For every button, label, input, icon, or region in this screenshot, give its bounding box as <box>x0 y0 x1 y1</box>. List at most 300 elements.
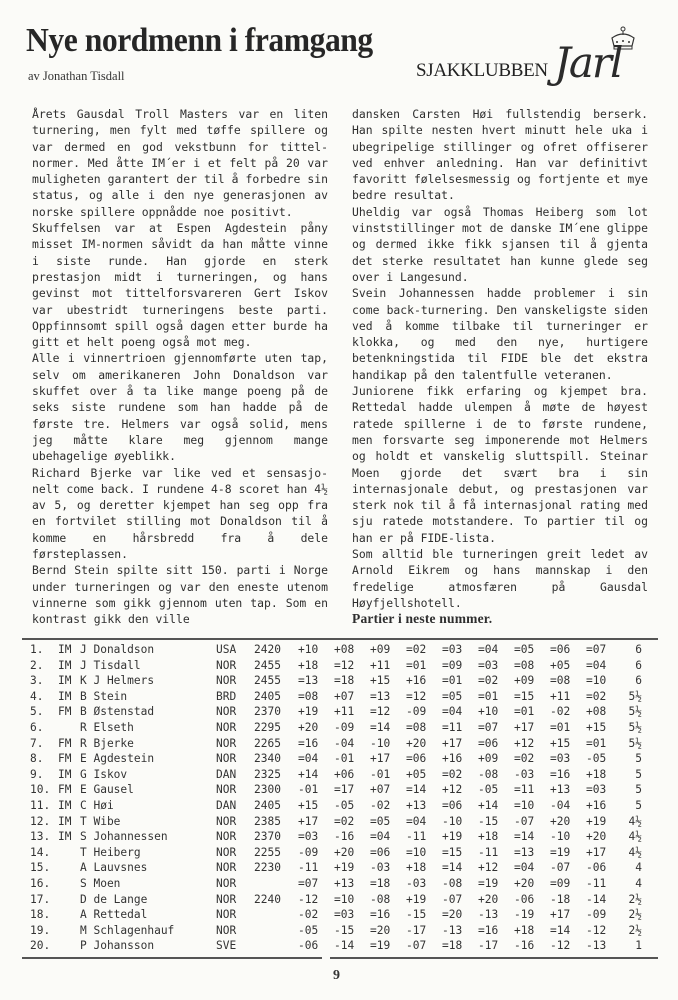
round-result: -07 <box>442 892 463 906</box>
player-name: G Iskov <box>80 767 128 781</box>
paragraph: Skuffelsen var at Espen Agdestein påny misset IM-normen såvidt da han måtte vinne i siste runde. Han gjorde en sterk prestasjon midt i turneringen, og hans gevinst mot tittelforsvareren Gert Iskov var ubestridt turneringens beste parti. Oppfinnsomt spill også dagen etter burde ha gitt et helt poeng også mot meg. <box>32 221 328 350</box>
round-result: =06 <box>370 845 391 859</box>
round-result: +08 <box>334 643 355 656</box>
table-bottom-rule <box>330 957 658 959</box>
player-title <box>58 892 80 908</box>
round-result: -02 <box>370 798 391 812</box>
player-federation: NOR <box>216 908 237 922</box>
round-result: -05 <box>478 783 499 797</box>
round-result: +13 <box>406 798 427 812</box>
round-result: -13 <box>478 908 499 922</box>
table-row <box>30 798 642 814</box>
table-row <box>30 673 642 689</box>
player-federation: BRD <box>216 689 237 703</box>
round-result: +17 <box>514 720 535 734</box>
round-result: +20 <box>478 892 499 906</box>
player-title: IM <box>58 798 72 812</box>
player-federation: NOR <box>216 861 237 875</box>
player-score: 5 <box>635 798 642 812</box>
player-title <box>58 720 80 736</box>
table-row <box>30 814 642 830</box>
player-name: J Tisdall <box>80 658 141 672</box>
player-score: 2½ <box>628 923 642 937</box>
round-result: -06 <box>514 892 535 906</box>
round-result: -09 <box>334 720 355 734</box>
round-result: =08 <box>406 720 427 734</box>
round-result: -16 <box>514 939 535 953</box>
round-result: =03 <box>586 783 607 797</box>
player-score: 6 <box>635 643 642 656</box>
paragraph: Som alltid ble turneringen greit ledet av Arnold Eikrem og hans mannskap i den fredelige atmosfæren på Gausdal Høyfjellshotell. <box>352 547 648 610</box>
player-federation: NOR <box>216 923 237 937</box>
paragraph: Svein Johannessen hadde problemer i sin come back-turnering. Den vanskeligste siden ved å komme tilbake til turneringer er klokka, og med den nye, hurtigere betenkningstida til FIDE ble det ekstra handikap på den talentfulle veteranen. <box>352 286 648 382</box>
round-result: +10 <box>478 705 499 719</box>
player-name: A Lauvsnes <box>80 861 148 875</box>
round-result: =17 <box>334 783 355 797</box>
player-title: IM <box>58 767 72 781</box>
round-result: =04 <box>406 814 427 828</box>
player-score: 6 <box>635 658 642 672</box>
player-title <box>58 876 80 892</box>
player-rank: 3. <box>30 674 44 688</box>
table-row <box>30 845 642 861</box>
table-row <box>30 860 642 876</box>
round-result: =05 <box>370 814 391 828</box>
table-row <box>30 829 642 845</box>
table-row <box>30 658 642 674</box>
round-result: =02 <box>334 814 355 828</box>
round-result: =03 <box>334 908 355 922</box>
round-result: =11 <box>442 720 463 734</box>
round-result: +11 <box>334 705 355 719</box>
player-rank: 18. <box>30 908 51 922</box>
round-result: -01 <box>298 783 319 797</box>
round-result: +17 <box>586 845 607 859</box>
player-name: P Johansson <box>80 939 155 953</box>
round-result: -03 <box>406 876 427 890</box>
round-result: =04 <box>370 830 391 844</box>
player-rating <box>254 907 298 923</box>
round-result: -02 <box>550 705 571 719</box>
round-result: +17 <box>298 814 319 828</box>
round-result: +08 <box>586 705 607 719</box>
round-result: -13 <box>442 923 463 937</box>
round-result: =05 <box>442 689 463 703</box>
player-rank: 20. <box>30 939 51 953</box>
round-result: =08 <box>514 658 535 672</box>
round-result: +18 <box>514 923 535 937</box>
round-result: +18 <box>406 861 427 875</box>
player-name: S Moen <box>80 876 121 890</box>
player-rank: 14. <box>30 845 51 859</box>
round-result: =04 <box>586 658 607 672</box>
round-result: =13 <box>370 689 391 703</box>
round-result: =03 <box>442 643 463 656</box>
player-name: J Donaldson <box>80 643 155 656</box>
player-title: IM <box>58 689 72 703</box>
player-score: 4½ <box>628 814 642 828</box>
player-score: 5 <box>635 752 642 766</box>
player-name: E Gausel <box>80 783 134 797</box>
round-result: -08 <box>478 767 499 781</box>
round-result: -15 <box>478 814 499 828</box>
round-result: -13 <box>586 939 607 953</box>
player-federation: NOR <box>216 783 237 797</box>
round-result: =13 <box>298 674 319 688</box>
round-result: +13 <box>550 783 571 797</box>
round-result: -05 <box>586 752 607 766</box>
player-federation: NOR <box>216 674 237 688</box>
player-rank: 12. <box>30 814 51 828</box>
player-federation: NOR <box>216 752 237 766</box>
round-result: =18 <box>334 674 355 688</box>
table-row <box>30 923 642 939</box>
round-result: -11 <box>586 876 607 890</box>
player-rating: 2455 <box>254 658 281 672</box>
player-title: FM <box>58 752 72 766</box>
player-rank: 16. <box>30 876 51 890</box>
round-result: -12 <box>550 939 571 953</box>
round-result: +10 <box>298 643 319 656</box>
round-result: -17 <box>478 939 499 953</box>
player-name: B Østenstad <box>80 705 155 719</box>
round-result: +19 <box>334 861 355 875</box>
round-result: +15 <box>586 720 607 734</box>
round-result: +18 <box>586 767 607 781</box>
round-result: +17 <box>442 736 463 750</box>
round-result: -10 <box>370 736 391 750</box>
round-result: -07 <box>406 939 427 953</box>
player-federation: NOR <box>216 720 237 734</box>
round-result: =01 <box>586 736 607 750</box>
player-rating: 2240 <box>254 892 281 906</box>
paragraph: Alle i vinnertrioen gjennomførte uten tap, selv om amerikaneren John Donaldson var skuffet over å ta like mange poeng på de seks siste rundene som han hadde på de første tre. Helmers var også solid, mens jeg måtte klare meg gjennom mange ubehagelige øyeblikk. <box>32 351 328 464</box>
round-result: +14 <box>478 798 499 812</box>
player-federation: USA <box>216 643 237 656</box>
round-result: =14 <box>514 830 535 844</box>
round-result: -03 <box>370 861 391 875</box>
player-title: FM <box>58 705 72 719</box>
player-score: 4½ <box>628 845 642 859</box>
player-name: D de Lange <box>80 892 148 906</box>
round-result: +19 <box>298 705 319 719</box>
round-result: =07 <box>586 643 607 656</box>
round-result: +15 <box>550 736 571 750</box>
round-result: -09 <box>406 705 427 719</box>
round-result: +18 <box>298 658 319 672</box>
round-result: =10 <box>334 892 355 906</box>
paragraph: dansken Carsten Høi fullstendig berserk. Han spilte nesten hvert minutt hele uka i ubegripelige stillinger og ofret offiserer ved enhver anledning. Han var definitivt favoritt følelsesmessig og fortjente et mye bedre resultat. <box>352 107 648 203</box>
round-result: =09 <box>442 658 463 672</box>
round-result: +16 <box>442 752 463 766</box>
round-result: -07 <box>514 814 535 828</box>
paragraph: Richard Bjerke var like ved et sensasjo-nelt come back. I rundene 4-8 scoret han 4½ av 5, og deretter kjempet han seg opp fra en fortvilet stilling mot Donaldson til å komme en hårsbredd fra å dele førsteplassen. <box>32 465 328 562</box>
round-result: -15 <box>406 908 427 922</box>
round-result: -02 <box>298 908 319 922</box>
round-result: =10 <box>514 798 535 812</box>
player-name: A Rettedal <box>80 908 148 922</box>
round-result: -09 <box>586 908 607 922</box>
round-result: =04 <box>478 643 499 656</box>
round-result: =02 <box>514 752 535 766</box>
round-result: +19 <box>442 830 463 844</box>
player-score: 5 <box>635 767 642 781</box>
round-result: -05 <box>334 798 355 812</box>
player-score: 5½ <box>628 705 642 719</box>
round-result: =18 <box>370 876 391 890</box>
player-federation: NOR <box>216 892 237 906</box>
round-result: =07 <box>298 876 319 890</box>
round-result: +11 <box>550 689 571 703</box>
round-result: -04 <box>550 798 571 812</box>
player-name: R Elseth <box>80 720 134 734</box>
round-result: -11 <box>406 830 427 844</box>
round-result: +19 <box>586 814 607 828</box>
round-result: +09 <box>478 752 499 766</box>
round-result: +05 <box>550 658 571 672</box>
player-title: IM <box>58 658 72 672</box>
round-result: =08 <box>298 689 319 703</box>
round-result: =03 <box>298 830 319 844</box>
round-result: +11 <box>370 658 391 672</box>
player-score: 6 <box>635 674 642 688</box>
table-top-rule <box>22 638 658 640</box>
player-title: FM <box>58 736 72 750</box>
round-result: +19 <box>406 892 427 906</box>
round-result: =09 <box>550 876 571 890</box>
round-result: =12 <box>334 658 355 672</box>
round-result: =01 <box>406 658 427 672</box>
player-federation: DAN <box>216 767 237 781</box>
table-row <box>30 720 642 736</box>
player-name: S Johannessen <box>80 830 168 844</box>
table-row <box>30 689 642 705</box>
player-name: E Agdestein <box>80 752 155 766</box>
round-result: +16 <box>586 798 607 812</box>
round-result: -08 <box>442 876 463 890</box>
round-result: =14 <box>406 783 427 797</box>
player-title: FM <box>58 783 72 797</box>
round-result: =01 <box>478 689 499 703</box>
table-row <box>30 642 642 658</box>
round-result: -01 <box>370 767 391 781</box>
player-rating: 2370 <box>254 830 281 844</box>
round-result: =10 <box>406 845 427 859</box>
player-rank: 19. <box>30 923 51 937</box>
round-result: -06 <box>586 861 607 875</box>
round-result: -10 <box>442 814 463 828</box>
round-result: +12 <box>442 783 463 797</box>
round-result: -14 <box>334 939 355 953</box>
table-row <box>30 938 642 954</box>
table-row <box>30 704 642 720</box>
article-column-right <box>352 106 648 628</box>
player-rating: 2255 <box>254 845 281 859</box>
round-result: =13 <box>514 845 535 859</box>
round-result: =06 <box>406 752 427 766</box>
round-result: -12 <box>586 923 607 937</box>
round-result: +20 <box>334 845 355 859</box>
round-result: +18 <box>478 830 499 844</box>
round-result: +20 <box>514 876 535 890</box>
player-score: 1 <box>635 939 642 953</box>
player-rank: 6. <box>30 720 44 734</box>
round-result: =10 <box>586 674 607 688</box>
player-federation: NOR <box>216 830 237 844</box>
round-result: +07 <box>334 689 355 703</box>
table-bottom-rule <box>22 957 322 959</box>
player-rank: 15. <box>30 861 51 875</box>
round-result: =20 <box>370 923 391 937</box>
round-result: =02 <box>478 674 499 688</box>
round-result: =01 <box>442 674 463 688</box>
table-row <box>30 751 642 767</box>
round-result: =05 <box>514 643 535 656</box>
player-score: 5½ <box>628 689 642 703</box>
player-rank: 2. <box>30 658 44 672</box>
player-rank: 7. <box>30 736 44 750</box>
round-result: =19 <box>478 876 499 890</box>
player-federation: DAN <box>216 798 237 812</box>
round-result: =06 <box>442 798 463 812</box>
player-rank: 5. <box>30 705 44 719</box>
player-name: T Wibe <box>80 814 121 828</box>
player-rating: 2405 <box>254 689 281 703</box>
round-result: =16 <box>550 767 571 781</box>
round-result: -15 <box>334 923 355 937</box>
round-result: =02 <box>586 689 607 703</box>
player-title <box>58 907 80 923</box>
player-rating <box>254 923 298 939</box>
round-result: =16 <box>298 736 319 750</box>
round-result: =04 <box>442 705 463 719</box>
round-result: =07 <box>478 720 499 734</box>
round-result: =08 <box>550 674 571 688</box>
round-result: +20 <box>406 736 427 750</box>
round-result: =04 <box>514 861 535 875</box>
round-result: +09 <box>370 643 391 656</box>
player-score: 5 <box>635 783 642 797</box>
round-result: =14 <box>550 923 571 937</box>
round-result: =15 <box>442 845 463 859</box>
table-row <box>30 907 642 923</box>
paragraph: Årets Gausdal Troll Masters var en liten turnering, men fylt med tøffe spillere og var dermed en god vekstbunn for tittel-normer. Med åtte IM´er i et felt på 20 var muligheten garantert der til å forbedre sin status, og alle i den nye generasjonen av norske spillere oppnådde noe positivt. <box>32 107 328 219</box>
player-rank: 10. <box>30 783 51 797</box>
player-rating: 2265 <box>254 736 281 750</box>
player-score: 2½ <box>628 892 642 906</box>
round-result: =02 <box>406 643 427 656</box>
player-rating: 2340 <box>254 752 281 766</box>
player-rating: 2295 <box>254 720 281 734</box>
player-rank: 17. <box>30 892 51 906</box>
player-rank: 4. <box>30 689 44 703</box>
player-name: T Heiberg <box>80 845 141 859</box>
round-result: +14 <box>298 767 319 781</box>
round-result: -09 <box>298 845 319 859</box>
player-title: IM <box>58 830 72 844</box>
round-result: -19 <box>514 908 535 922</box>
round-result: =14 <box>442 861 463 875</box>
round-result: =01 <box>550 720 571 734</box>
player-title: IM <box>58 674 72 688</box>
round-result: +20 <box>550 814 571 828</box>
player-rating: 2385 <box>254 814 281 828</box>
player-rank: 9. <box>30 767 44 781</box>
round-result: =16 <box>370 908 391 922</box>
round-result: =03 <box>478 658 499 672</box>
player-rank: 8. <box>30 752 44 766</box>
player-rank: 11. <box>30 798 51 812</box>
round-result: +15 <box>370 674 391 688</box>
player-rank: 1. <box>30 643 44 656</box>
round-result: -10 <box>550 830 571 844</box>
player-rating: 2455 <box>254 674 281 688</box>
round-result: =12 <box>406 689 427 703</box>
round-result: -12 <box>298 892 319 906</box>
round-result: =03 <box>550 752 571 766</box>
round-result: -06 <box>298 939 319 953</box>
round-result: -17 <box>406 923 427 937</box>
round-result: =04 <box>298 752 319 766</box>
player-name: R Bjerke <box>80 736 134 750</box>
round-result: =15 <box>514 689 535 703</box>
player-score: 4 <box>635 876 642 890</box>
round-result: +17 <box>550 908 571 922</box>
player-federation: SVE <box>216 939 237 953</box>
player-score: 5½ <box>628 720 642 734</box>
closing-note: Partier i neste nummer. <box>352 611 493 627</box>
player-name: B Stein <box>80 689 128 703</box>
player-federation: NOR <box>216 705 237 719</box>
article-title: Nye nordmenn i framgang <box>26 22 373 59</box>
crosstable-body <box>30 642 642 954</box>
player-score: 5½ <box>628 736 642 750</box>
player-score: 2½ <box>628 908 642 922</box>
player-rank: 13. <box>30 830 51 844</box>
page-number: 9 <box>333 968 340 983</box>
article-column-left <box>32 106 328 628</box>
round-result: =02 <box>442 767 463 781</box>
player-title <box>58 845 80 861</box>
round-result: +07 <box>370 783 391 797</box>
player-title: IM <box>58 643 72 656</box>
player-federation: NOR <box>216 814 237 828</box>
round-result: =14 <box>370 720 391 734</box>
round-result: =20 <box>442 908 463 922</box>
paragraph: Bernd Stein spilte sitt 150. parti i Norge under turneringen og var den eneste utenom vinnerne som gikk gjennom uten tap. Som en kontrast gikk den ville <box>32 563 328 627</box>
player-rating: 2300 <box>254 783 281 797</box>
round-result: +13 <box>334 876 355 890</box>
round-result: +20 <box>586 830 607 844</box>
table-row <box>30 782 642 798</box>
round-result: =12 <box>370 705 391 719</box>
player-rating: 2325 <box>254 767 281 781</box>
table-row <box>30 892 642 908</box>
round-result: -18 <box>550 892 571 906</box>
round-result: =01 <box>514 705 535 719</box>
player-title <box>58 860 80 876</box>
round-result: -08 <box>370 892 391 906</box>
paragraph: Juniorene fikk erfaring og kjempet bra. Rettedal hadde ulempen å møte de høyest ratede spillerne i de to første rundene, men forsvarte seg imponerende mot Helmers og holdt et vanskelig sluttspill. Steinar Moen gjorde det svært bra i sin internasjonale debut, og prestasjonen var sterk nok til å få internasjonal rating med sju ratede motstandere. To partier til og han er på FIDE-lista. <box>352 384 648 545</box>
round-result: =16 <box>478 923 499 937</box>
round-result: +20 <box>298 720 319 734</box>
round-result: -11 <box>478 845 499 859</box>
player-federation: NOR <box>216 658 237 672</box>
player-rating: 2230 <box>254 861 281 875</box>
round-result: -01 <box>334 752 355 766</box>
round-result: +15 <box>298 798 319 812</box>
round-result: -07 <box>550 861 571 875</box>
